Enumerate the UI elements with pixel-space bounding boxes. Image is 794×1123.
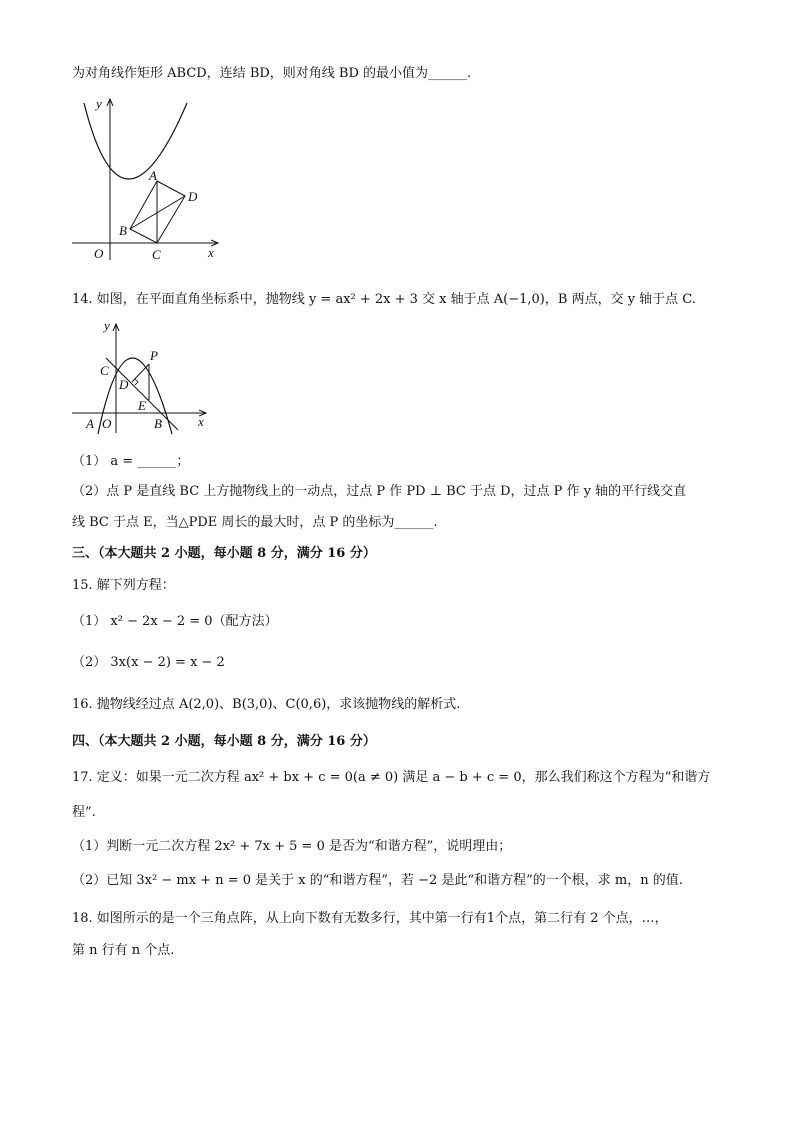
label-C: C [152,247,161,262]
parabola-curve [84,103,187,179]
line-BC [106,358,178,430]
label-x: x [198,414,204,429]
text-line-4: （2）点 P 是直线 BC 上方抛物线上的一动点，过点 P 作 PD ⊥ BC 于点 D，过点 P 作 y 轴的平行线交直 [72,484,687,499]
figure-parabola-triangle [70,318,220,436]
figure-parabola-rectangle [70,95,230,265]
text-line-12: 17. 定义：如果一元二次方程 ax² + bx + c = 0(a ≠ 0) 满足 a − b + c = 0，那么我们称这个方程为“和谐方 [72,770,711,785]
text-line-1: 为对角线作矩形 ABCD，连结 BD，则对角线 BD 的最小值为______. [72,66,472,81]
section-heading-4: 四、（本大题共 2 小题，每小题 8 分，满分 16 分） [72,734,376,749]
label-O: O [94,246,104,261]
segment-PD [132,364,149,382]
label-P: P [150,348,158,363]
label-E: E [138,398,146,413]
label-D: D [188,189,198,204]
label-y: y [96,96,102,111]
label-O: O [102,416,112,431]
section-heading-3: 三、（本大题共 2 小题，每小题 8 分，满分 16 分） [72,546,376,561]
text-line-2: 14. 如图，在平面直角坐标系中，抛物线 y = ax² + 2x + 3 交 x 轴于点 A(−1,0)，B 两点，交 y 轴于点 C. [72,292,696,307]
text-line-16: 18. 如图所示的是一个三角点阵，从上向下数有无数多行，其中第一行有1个点，第二行有 2 个点，…， [72,911,668,926]
label-y: y [104,318,110,333]
text-line-9: （2） 3x(x − 2) = x − 2 [72,655,225,670]
text-line-10: 16. 抛物线经过点 A(2,0)、B(3,0)、C(0,6)，求该抛物线的解析式. [72,697,461,712]
label-A: A [149,168,157,183]
text-line-15: （2）已知 3x² − mx + n = 0 是关于 x 的“和谐方程”，若 −2 是此“和谐方程”的一个根，求 m，n 的值. [72,873,683,888]
text-line-8: （1） x² − 2x − 2 = 0（配方法） [72,614,278,629]
text-line-13: 程”. [72,805,96,820]
label-B: B [119,223,127,238]
text-line-14: （1）判断一元二次方程 2x² + 7x + 5 = 0 是否为“和谐方程”，说明理由； [72,839,512,854]
right-angle-mark [135,379,138,385]
text-line-7: 15. 解下列方程： [72,578,175,593]
text-line-17: 第 n 行有 n 个点. [72,943,175,958]
label-C: C [100,363,109,378]
label-x: x [208,245,214,260]
label-D: D [119,377,129,392]
text-line-5: 线 BC 于点 E，当△PDE 周长的最大时，点 P 的坐标为______. [72,515,438,530]
text-line-3: （1） a = ______； [72,454,190,469]
label-A: A [86,416,94,431]
label-B: B [154,416,162,431]
